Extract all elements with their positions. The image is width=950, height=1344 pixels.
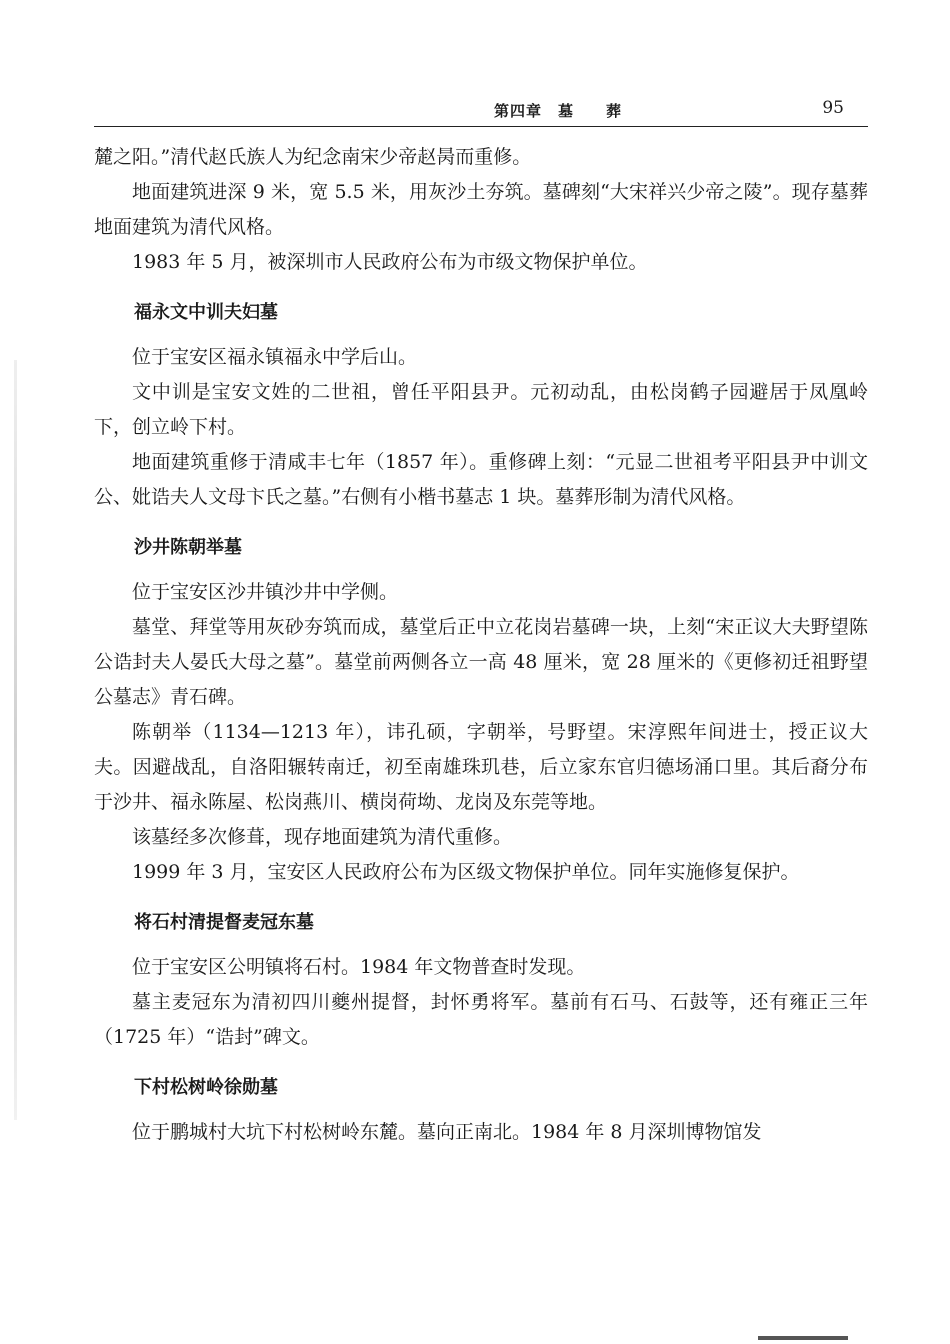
paragraph: 1999 年 3 月，宝安区人民政府公布为区级文物保护单位。同年实施修复保护。: [132, 861, 800, 883]
scan-margin-shadow: [14, 360, 17, 1120]
paragraph: 位于宝安区沙井镇沙井中学侧。: [132, 581, 399, 603]
section-heading: 下村松树岭徐勋墓: [134, 1077, 278, 1098]
paragraph: 文中训是宝安文姓的二世祖，曾任平阳县尹。元初动乱，由松岗鹤子园避居于凤凰岭下，创立岭下村。: [94, 381, 868, 438]
paragraph: 墓堂、拜堂等用灰砂夯筑而成，墓堂后正中立花岗岩墓碑一块，上刻“宋正议大夫野望陈公诰封夫人晏氏大母之墓”。墓堂前两侧各立一高 48 厘米，宽 28 厘米的《更修初迁祖野望公墓志》青石碑。: [94, 616, 868, 708]
paragraph: 1983 年 5 月，被深圳市人民政府公布为市级文物保护单位。: [132, 251, 648, 273]
page-body: [94, 140, 868, 1150]
paragraph: 该墓经多次修葺，现存地面建筑为清代重修。: [132, 826, 513, 848]
section-heading: 沙井陈朝举墓: [134, 537, 242, 558]
section-heading: 福永文中训夫妇墓: [134, 302, 278, 323]
paragraph: 地面建筑重修于清咸丰七年（1857 年）。重修碑上刻：“元显二世祖考平阳县尹中训文公、妣诰夫人文母卞氏之墓。”右侧有小楷书墓志 1 块。墓葬形制为清代风格。: [94, 451, 868, 508]
scan-bottom-mark: [758, 1336, 848, 1340]
paragraph: 位于宝安区公明镇将石村。1984 年文物普查时发现。: [132, 956, 586, 978]
section-heading: 将石村清提督麦冠东墓: [134, 912, 314, 933]
paragraph: 位于宝安区福永镇福永中学后山。: [132, 346, 418, 368]
paragraph: 麓之阳。”清代赵氏族人为纪念南宋少帝赵昺而重修。: [94, 146, 532, 168]
paragraph: 地面建筑进深 9 米，宽 5.5 米，用灰沙土夯筑。墓碑刻“大宋祥兴少帝之陵”。现存墓葬地面建筑为清代风格。: [94, 181, 868, 238]
paragraph: 位于鹏城村大坑下村松树岭东麓。墓向正南北。1984 年 8 月深圳博物馆发: [132, 1121, 762, 1143]
paragraph: 陈朝举（1134—1213 年），讳孔硕，字朝举，号野望。宋淳熙年间进士，授正议大夫。因避战乱，自洛阳辗转南迁，初至南雄珠玑巷，后立家东官归德场涌口里。其后裔分布于沙井、福永陈屋、松岗燕川、横岗荷坳、龙岗及东莞等地。: [94, 721, 868, 813]
chapter-title: 第四章 墓 葬: [494, 102, 623, 120]
page-number: 95: [822, 98, 844, 118]
paragraph: 墓主麦冠东为清初四川夔州提督，封怀勇将军。墓前有石马、石鼓等，还有雍正三年（1725 年）“诰封”碑文。: [94, 991, 868, 1048]
running-header: [94, 96, 868, 127]
